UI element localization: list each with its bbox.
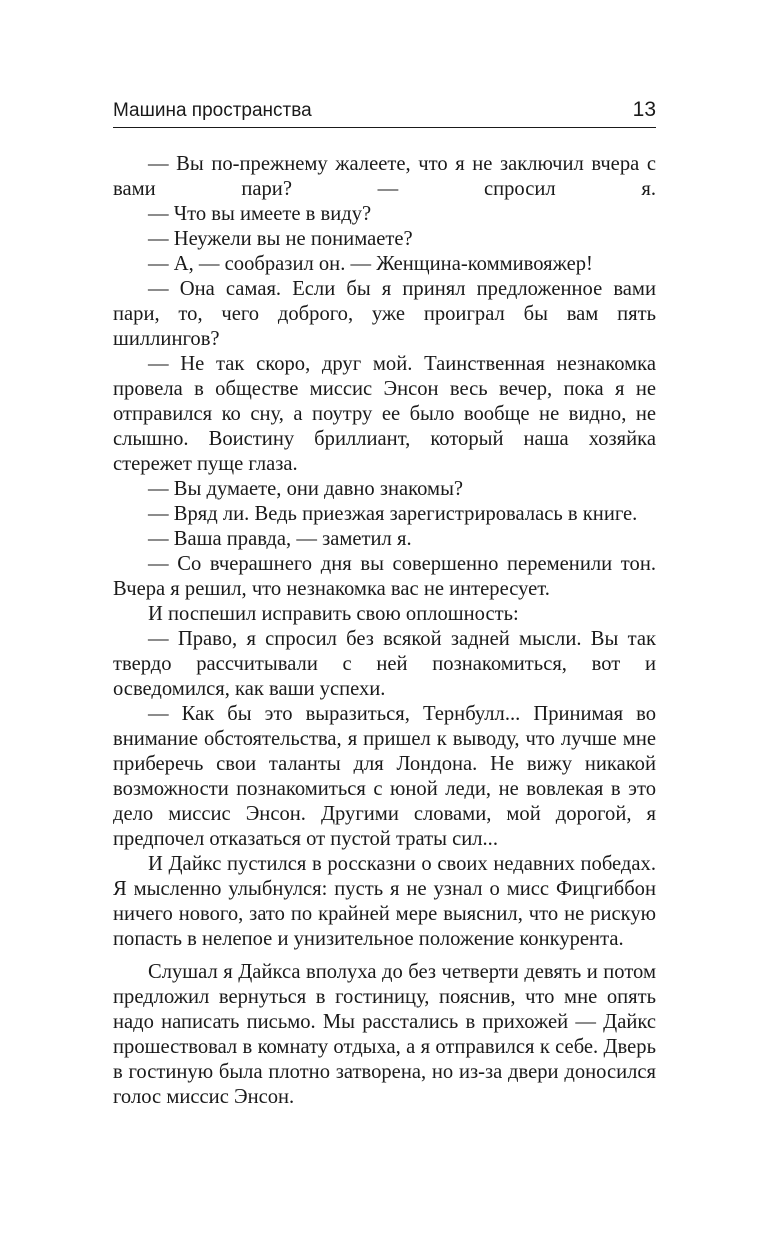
paragraph: — Ваша правда, — заметил я. (148, 528, 412, 550)
paragraph: — Не так скоро, друг мой. Таинственная незнакомка провела в обществе миссис Энсон весь вечер, пока я не отправился ко сну, а поутру ее было вообще не видно, не слышно. Воистину бриллиант, который наша хозяйка стережет пуще глаза. (113, 353, 656, 475)
paragraph: Слушал я Дайкса вполуха до без четверти девять и потом предложил вернуться в гостиницу, пояснив, что мне опять надо написать письмо. Мы расстались в прихожей — Дайкс прошествовал в комнату отдыха, а я отправился к себе. Дверь в гостиную была плотно затворена, но из-за двери доносился голос миссис Энсон. (113, 961, 656, 1108)
paragraph: — Вы по-прежнему жалеете, что я не заключил вчера с вами пари? — спросил я. (113, 153, 656, 200)
paragraph: — Что вы имеете в виду? (148, 203, 372, 225)
paragraph: — Она самая. Если бы я принял предложенное вами пари, то, чего доброго, уже проиграл бы вам пять шиллингов? (113, 278, 656, 350)
paragraph: — Вряд ли. Ведь приезжая зарегистрировалась в книге. (148, 503, 638, 525)
paragraph: — Вы думаете, они давно знакомы? (148, 478, 464, 500)
paragraph: И поспешил исправить свою оплошность: (148, 603, 519, 625)
paragraph: — Со вчерашнего дня вы совершенно переменили тон. Вчера я решил, что незнакомка вас не интересует. (113, 553, 656, 600)
paragraph: — Как бы это выразиться, Тернбулл... Принимая во внимание обстоятельства, я пришел к выводу, что лучше мне приберечь свои таланты для Лондона. Не вижу никакой возможности познакомиться с юной леди, не вовлекая в это дело миссис Энсон. Другими словами, мой дорогой, я предпочел отказаться от пустой траты сил... (113, 703, 656, 850)
paragraph: — Неужели вы не понимаете? (148, 228, 413, 250)
page-number: 13 (632, 98, 656, 121)
body-text (113, 152, 656, 1110)
paragraph-gap (113, 952, 656, 960)
paragraph: И Дайкс пустился в россказни о своих недавних победах. Я мысленно улыбнулся: пусть я не узнал о мисс Фицгиббон ничего нового, зато по крайней мере выяснил, что не рискую попасть в нелепое и унизительное положение конкурента. (113, 853, 656, 950)
running-head: Машина пространства (113, 100, 312, 121)
page-header (113, 96, 656, 128)
paragraph: — Право, я спросил без всякой задней мысли. Вы так твердо рассчитывали с ней познакомиться, вот и осведомился, как ваши успехи. (113, 628, 656, 700)
paragraph: — А, — сообразил он. — Женщина-коммивояжер! (148, 253, 593, 275)
